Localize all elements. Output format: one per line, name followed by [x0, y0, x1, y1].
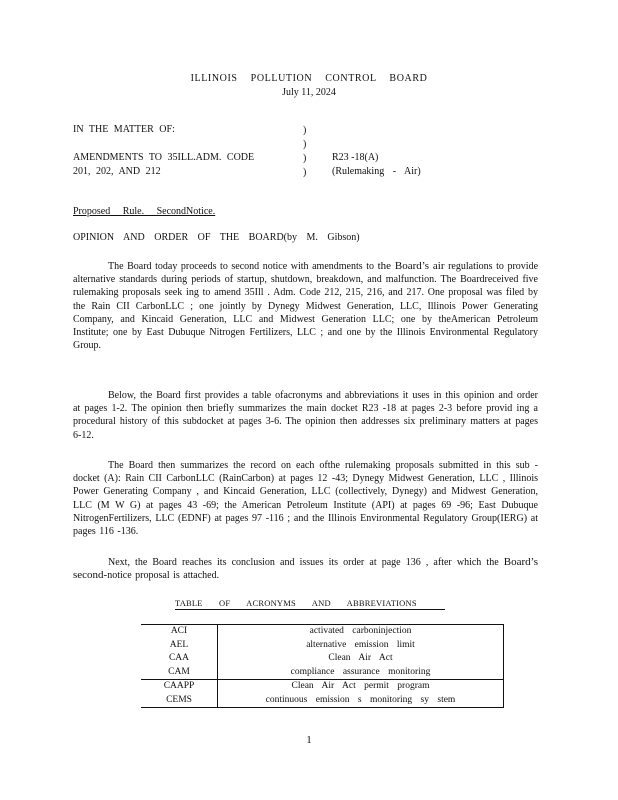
caption-paren: ): [303, 167, 307, 178]
caption-paren: ): [303, 139, 307, 150]
paragraph-intro-b: the Board’s air: [377, 260, 445, 272]
paragraph-structure: Below, the Board first provides a table ofacronyms and abbreviations it uses in this opinion and order at pages 1-2. The opinion then briefly summarizes the main docket R23 -18 at pages 2-3 before provid ing a procedural history of this subdocket at pages 3-6. The opinion then addresses six preliminary matters at pages 6-12.: [73, 390, 538, 441]
table-row: [141, 666, 504, 680]
case-number: R23 -18(A): [332, 152, 379, 163]
board-name: ILLINOIS POLLUTION CONTROL BOARD: [190, 73, 428, 84]
acronym-cell: AEL: [169, 639, 189, 650]
definition-cell: compliance assurance monitoring: [218, 666, 504, 680]
paragraph-intro-a: The Board today proceeds to second notice with amendments to: [108, 261, 378, 272]
caption-parens: [303, 124, 306, 180]
amendments-line-1: AMENDMENTS TO 35ILL.ADM. CODE: [73, 152, 255, 163]
acronym-cell: CAM: [141, 666, 218, 680]
opinion-heading: OPINION AND ORDER OF THE BOARD(by M. Gibson): [73, 232, 360, 243]
table-row: [141, 694, 504, 708]
definition-cell: Clean Air Act: [218, 652, 504, 666]
paragraph-conclusion-b: Board’s second-: [73, 556, 538, 582]
acronym-cell: CAA: [168, 653, 190, 663]
paragraph-record-summary: The Board then summarizes the record on each ofthe rulemaking proposals submitted in this sub -docket (A): Rain CII CarbonLLC (RainCarbon) at pages 12 -43; Dynegy Midwest Generation, LLC , Illinois Power Generating Company , and Kincaid Generation, LLC (collectively, Dynegy) and Midwest Generation, LLC (M W G) at pages 43 -69; the American Petroleum Institute (API) at pages 69 -96; East Dubuque NitrogenFertilizers, LLC (EDNF) at pages 97 -116 ; and the Illinois Environmental Regulatory Group(IERG) at pages 116 -136.: [73, 460, 538, 538]
acronym-table: [141, 624, 504, 708]
caption-paren: ): [303, 125, 307, 136]
table-row: [141, 625, 504, 639]
paragraph-intro: [73, 260, 538, 352]
paragraph-conclusion-c: notice proposal is attached.: [107, 570, 220, 582]
amendments-line-2: 201, 202, AND 212: [73, 166, 161, 177]
proposed-rule-heading: Proposed Rule. SecondNotice.: [73, 206, 216, 217]
acronym-cell: CAAPP: [163, 681, 195, 691]
definition-cell: continuous emission s monitoring sy stem: [218, 694, 504, 708]
table-row: [141, 652, 504, 666]
paragraph-intro-c: regulations to provide alternative standards during periods of startup, shutdown, breakdown, and malfunction. The Boardreceived five rulemaking proposals seek ing to amend 35Ill . Adm. Code 212, 215, 216, and 217. One proposal was filed by the Rain CII CarbonLLC ; one jointly by Dynegy Midwest Generation, LLC, Illinois Power Generating Company, and Kincaid Generation, LLC and Midwest Generation LLC; one by theAmerican Petroleum Institute; one by East Dubuque Nitrogen Fertilizers, LLC ; and one by the Illinois Environmental Regulatory Group.: [73, 261, 539, 352]
definition-cell: alternative emission limit: [218, 639, 504, 653]
in-the-matter: IN THE MATTER OF:: [73, 124, 175, 135]
page-number: 1: [306, 734, 312, 746]
acronym-cell: CEMS: [141, 694, 218, 708]
acronym-table-title: TABLE OF ACRONYMS AND ABBREVIATIONS: [175, 598, 445, 610]
definition-cell: Clean Air Act permit program: [218, 680, 504, 694]
definition-cell: activated carboninjection: [218, 625, 504, 639]
document-header: [0, 72, 618, 100]
case-type: (Rulemaking - Air): [332, 166, 421, 177]
acronym-cell: ACI: [141, 625, 218, 639]
order-date: July 11, 2024: [282, 87, 336, 98]
table-row: [141, 680, 504, 694]
paragraph-conclusion: [73, 556, 538, 582]
caption-paren: ): [303, 153, 307, 164]
table-row: [141, 639, 504, 653]
paragraph-conclusion-a: Next, the Board reaches its conclusion and issues its order at page 136 , after which the: [108, 557, 504, 568]
